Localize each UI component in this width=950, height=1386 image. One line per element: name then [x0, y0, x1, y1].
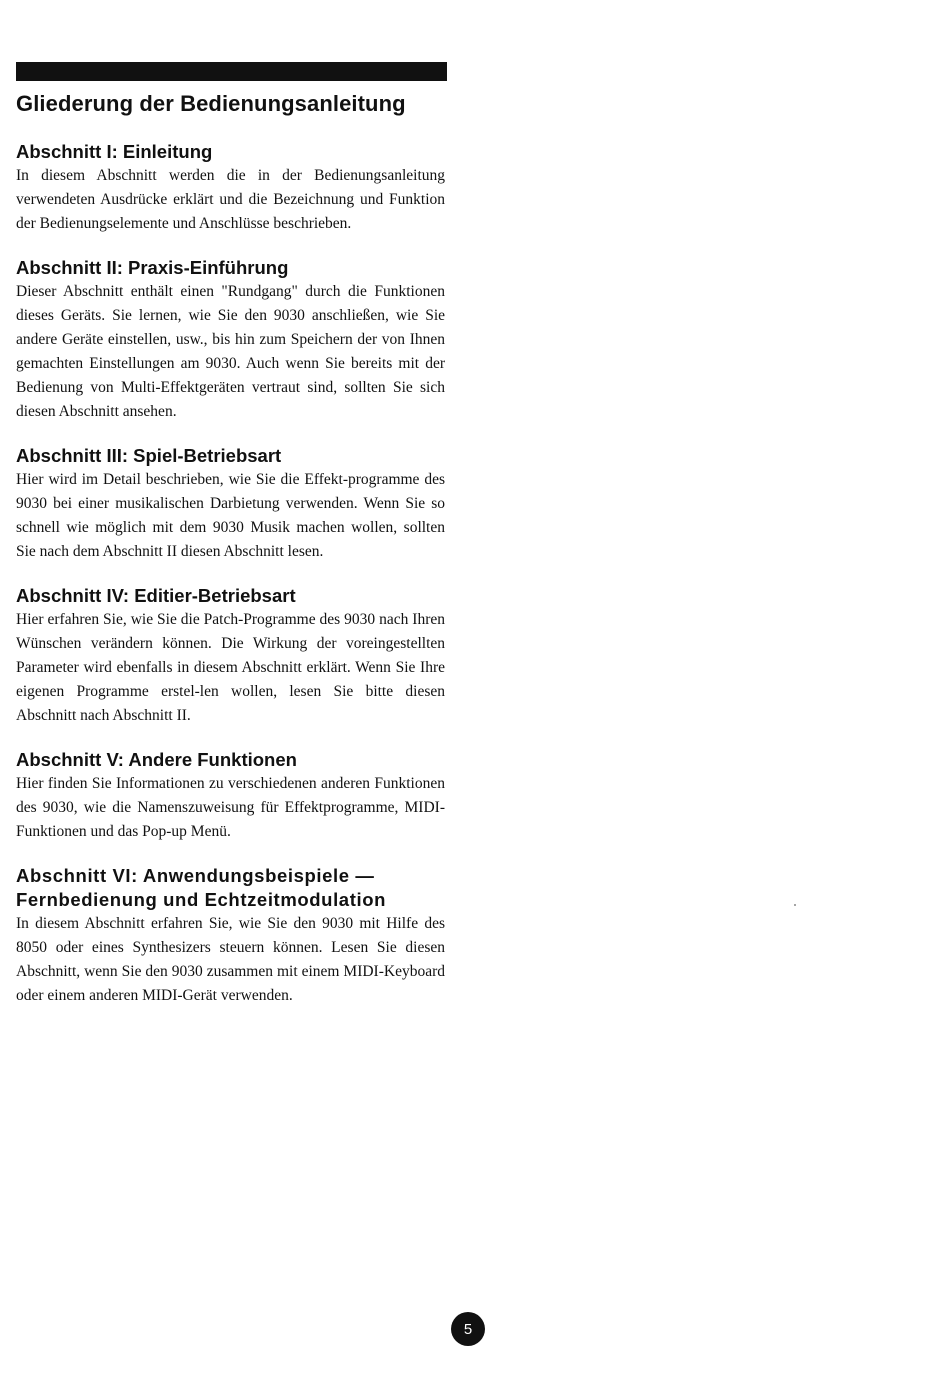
section-heading: Abschnitt V: Andere Funktionen: [16, 749, 297, 770]
section-heading: Abschnitt IV: Editier-Betriebsart: [16, 585, 296, 606]
section-body: In diesem Abschnitt werden die in der Bedienungsanleitung verwendeten Ausdrücke erklärt und die Bezeichnung und Funktion der Bedienungselemente und Anschlüsse beschrieben.: [16, 167, 445, 232]
header-bar: [16, 62, 447, 81]
section-body: Hier erfahren Sie, wie Sie die Patch-Programme des 9030 nach Ihren Wünschen verändern können. Die Wirkung der voreingestellten Parameter wird ebenfalls in diesem Abschnitt erklärt. Wenn Sie Ihre eigenen Programme erstel-len wollen, lesen Sie bitte diesen Abschnitt nach Abschnitt II.: [16, 611, 445, 724]
section-heading: [16, 864, 445, 912]
page-title: Gliederung der Bedienungsanleitung: [16, 91, 406, 116]
section-6: [16, 864, 445, 1008]
section-4: [16, 584, 445, 728]
content: [16, 140, 445, 1028]
scan-speck: [794, 904, 796, 906]
section-heading: Abschnitt II: Praxis-Einführung: [16, 257, 289, 278]
section-1: [16, 140, 445, 236]
section-heading: Abschnitt III: Spiel-Betriebsart: [16, 445, 282, 466]
section-3: [16, 444, 445, 564]
section-heading-line-1: Abschnitt VI: Anwendungsbeispiele —: [16, 865, 375, 886]
section-body: Hier wird im Detail beschrieben, wie Sie die Effekt-programme des 9030 bei einer musikalischen Darbietung verwenden. Wenn Sie so schnell wie möglich mit dem 9030 Musik machen wollen, sollten Sie nach dem Abschnitt II diesen Abschnitt lesen.: [16, 471, 445, 560]
section-heading-line-2: Fernbedienung und Echtzeitmodulation: [16, 889, 387, 910]
section-heading: Abschnitt I: Einleitung: [16, 141, 213, 162]
section-2: [16, 256, 445, 424]
page-number: 5: [451, 1312, 485, 1346]
section-body: In diesem Abschnitt erfahren Sie, wie Sie den 9030 mit Hilfe des 8050 oder eines Synthesizers steuern können. Lesen Sie diesen Abschnitt, wenn Sie den 9030 zusammen mit einem MIDI-Keyboard oder einem anderen MIDI-Gerät verwenden.: [16, 915, 445, 1004]
section-body: Hier finden Sie Informationen zu verschiedenen anderen Funktionen des 9030, wie die Namenszuweisung für Effektprogramme, MIDI-Funktionen und das Pop-up Menü.: [16, 775, 445, 840]
section-5: [16, 748, 445, 844]
section-body: Dieser Abschnitt enthält einen "Rundgang" durch die Funktionen dieses Geräts. Sie lernen, wie Sie den 9030 anschließen, wie Sie andere Geräte einstellen, usw., bis hin zum Speichern der von Ihnen gemachten Einstellungen am 9030. Auch wenn Sie bereits mit der Bedienung von Multi-Effektgeräten vertraut sind, sollten Sie sich diesen Abschnitt ansehen.: [16, 283, 445, 420]
